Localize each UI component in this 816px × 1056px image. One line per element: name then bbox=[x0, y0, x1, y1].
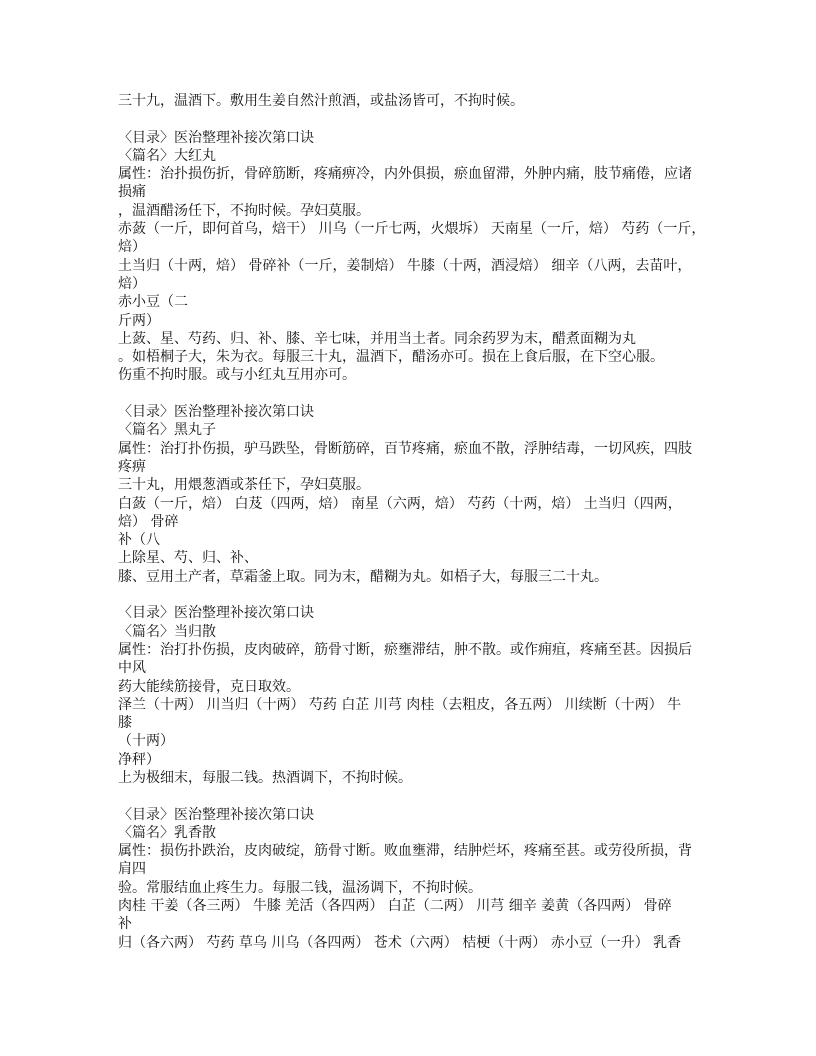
text-line: 属性：治扑损伤折，骨碎筋断，疼痛痹冷，内外俱损，瘀血留滞，外肿内痛，肢节痛倦，应诸 bbox=[118, 166, 692, 183]
text-line: 补 bbox=[118, 916, 132, 933]
text-line: 〈篇名〉当归散 bbox=[118, 623, 216, 640]
text-line: 上除星、芍、归、补、 bbox=[118, 550, 258, 567]
text-line: 肩四 bbox=[118, 861, 146, 878]
blank-line bbox=[118, 787, 718, 805]
blank-line bbox=[118, 586, 718, 604]
text-line: 〈篇名〉黑丸子 bbox=[118, 422, 216, 439]
text-line: 白蔹（一斤，焙） 白芨（四两，焙） 南星（六两，焙） 芍药（十两，焙） 土当归（四两， bbox=[118, 495, 682, 512]
text-line: 泽兰（十两） 川当归（十两） 芍药 白芷 川芎 肉桂（去粗皮，各五两） 川续断（十两） 牛 bbox=[118, 696, 682, 713]
text-line: 伤重不拘时服。或与小红丸互用亦可。 bbox=[118, 367, 356, 384]
text-line: 三十九，温酒下。敷用生姜自然汁煎酒，或盐汤皆可，不拘时候。 bbox=[118, 93, 524, 109]
text-line: 〈篇名〉乳香散 bbox=[118, 824, 216, 841]
text-line: （十两） bbox=[118, 733, 174, 750]
text-line: 验。常服结血止疼生力。每服二钱，温汤调下，不拘时候。 bbox=[118, 879, 482, 896]
text-line: 斤两） bbox=[118, 312, 160, 329]
text-line: 三十丸，用煨葱酒或茶任下，孕妇莫服。 bbox=[118, 477, 370, 494]
text-line: 赤蔹（一斤，即何首乌，焙干） 川乌（一斤七两，火煨坼） 天南星（一斤，焙） 芍药（一斤， bbox=[118, 221, 706, 238]
text-line: 焙） bbox=[118, 239, 146, 256]
text-line: 〈目录〉医治整理补接次第口诀 bbox=[118, 806, 314, 823]
blank-line bbox=[118, 110, 718, 128]
text-line: 〈目录〉医治整理补接次第口诀 bbox=[118, 404, 314, 421]
text-line: 疼痹 bbox=[118, 458, 146, 475]
text-line: 膝、豆用土产者，草霜釜上取。同为末，醋糊为丸。如梧子大，每服三二十丸。 bbox=[118, 568, 608, 585]
text-line: 归（各六两） 芍药 草乌 川乌（各四两） 苍术（六两） 桔梗（十两） 赤小豆（一升） 乳香 bbox=[118, 934, 682, 951]
text-line: 膝 bbox=[118, 715, 132, 732]
text-line: 焙） 骨碎 bbox=[118, 513, 179, 530]
text-line: 上蔹、星、芍药、归、补、膝、辛七味，并用当土者。同余药罗为末，醋煮面糊为丸 bbox=[118, 330, 636, 347]
blank-line bbox=[118, 385, 718, 403]
text-line: 补（八 bbox=[118, 532, 160, 549]
text-line: ，温酒醋汤任下，不拘时候。孕妇莫服。 bbox=[118, 202, 370, 219]
text-line: 净秤） bbox=[118, 751, 160, 768]
text-line: 〈目录〉医治整理补接次第口诀 bbox=[118, 129, 314, 146]
text-line: 药大能续筋接骨，克日取效。 bbox=[118, 678, 300, 695]
document-body bbox=[118, 92, 718, 952]
text-line: 属性：损伤扑跌治，皮肉破绽，筋骨寸断。败血壅滞，结肿烂坏，疼痛至甚。或劳役所损，背 bbox=[118, 843, 692, 860]
text-line: 土当归（十两，焙） 骨碎补（一斤，姜制焙） 牛膝（十两，酒浸焙） 细辛（八两，去苗叶， bbox=[118, 257, 692, 274]
text-line: 赤小豆（二 bbox=[118, 294, 188, 311]
text-line: 。如梧桐子大，朱为衣。每服三十丸，温酒下，醋汤亦可。损在上食后服，在下空心服。 bbox=[118, 349, 664, 366]
text-line: 损痛 bbox=[118, 184, 146, 201]
text-line: 属性：治打扑伤损，皮肉破碎，筋骨寸断，瘀壅滞结，肿不散。或作痈疽，疼痛至甚。因损后 bbox=[118, 641, 692, 658]
text-line: 肉桂 干姜（各三两） 牛膝 羌活（各四两） 白芷（二两） 川芎 细辛 姜黄（各四两） 骨碎 bbox=[118, 898, 672, 915]
text-line: 中风 bbox=[118, 660, 146, 677]
text-line: 属性：治打扑伤损，驴马跌坠，骨断筋碎，百节疼痛，瘀血不散，浮肿结毒，一切风疾，四肢 bbox=[118, 440, 692, 457]
text-line: 〈篇名〉大红丸 bbox=[118, 147, 216, 164]
text-line: 〈目录〉医治整理补接次第口诀 bbox=[118, 605, 314, 622]
text-line: 焙） bbox=[118, 275, 146, 292]
text-line: 上为极细末，每服二钱。热酒调下，不拘时候。 bbox=[118, 769, 412, 786]
